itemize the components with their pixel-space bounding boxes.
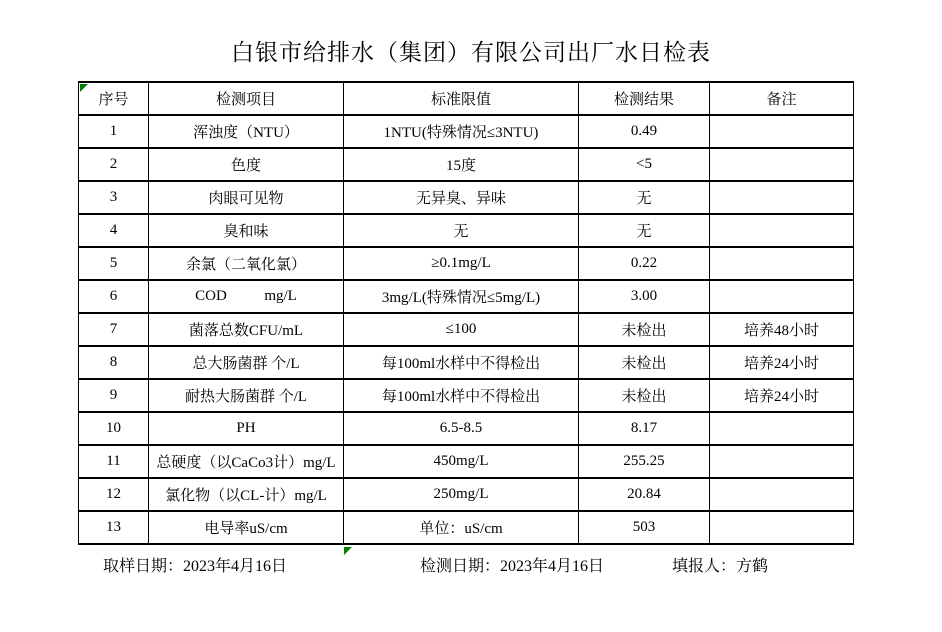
table-cell: 7	[79, 313, 149, 346]
table-cell	[710, 412, 854, 445]
table-row	[79, 478, 854, 511]
inspection-table	[78, 81, 854, 545]
table-cell	[710, 247, 854, 280]
sample-date-label: 取样日期：2023年4月16日	[103, 558, 288, 575]
table-cell: 3mg/L(特殊情况≤5mg/L)	[344, 280, 579, 313]
table-cell	[710, 148, 854, 181]
table-cell	[710, 280, 854, 313]
table-row	[79, 379, 854, 412]
table-row	[79, 412, 854, 445]
test-date-label: 检测日期：2023年4月16日	[420, 558, 605, 575]
table-cell: 5	[79, 247, 149, 280]
table-cell: <5	[579, 148, 710, 181]
table-cell: 8.17	[579, 412, 710, 445]
reporter-label: 填报人：方鹤	[672, 558, 769, 575]
table-cell: 耐热大肠菌群 个/L	[149, 379, 344, 412]
table-cell: 2	[79, 148, 149, 181]
table-row	[79, 346, 854, 379]
table-cell: COD mg/L	[149, 280, 344, 313]
table-cell: 单位：uS/cm	[344, 511, 579, 544]
table-cell: 8	[79, 346, 149, 379]
col-header-standard: 标准限值	[344, 82, 579, 115]
table-cell: 15度	[344, 148, 579, 181]
table-cell	[710, 181, 854, 214]
table-cell: 11	[79, 445, 149, 478]
table-cell	[710, 214, 854, 247]
table-row	[79, 445, 854, 478]
table-cell: 9	[79, 379, 149, 412]
table-cell	[710, 445, 854, 478]
table-cell: PH	[149, 412, 344, 445]
table-cell: 培养24小时	[710, 346, 854, 379]
table-cell: ≥0.1mg/L	[344, 247, 579, 280]
table-cell	[710, 478, 854, 511]
col-header-result: 检测结果	[579, 82, 710, 115]
table-cell: 3.00	[579, 280, 710, 313]
table-cell: 无	[579, 181, 710, 214]
table-cell: 503	[579, 511, 710, 544]
footer	[78, 553, 868, 575]
table-cell: 每100ml水样中不得检出	[344, 379, 579, 412]
error-indicator-icon	[80, 84, 88, 92]
table-cell: 菌落总数CFU/mL	[149, 313, 344, 346]
table-cell: 每100ml水样中不得检出	[344, 346, 579, 379]
table-cell: 培养24小时	[710, 379, 854, 412]
table-cell: 无	[344, 214, 579, 247]
table-row	[79, 115, 854, 148]
table-cell: 色度	[149, 148, 344, 181]
table-cell: 12	[79, 478, 149, 511]
table-cell: 未检出	[579, 313, 710, 346]
table-row	[79, 511, 854, 544]
col-header-index: 序号	[79, 82, 149, 115]
table-cell: 总大肠菌群 个/L	[149, 346, 344, 379]
table-cell: 20.84	[579, 478, 710, 511]
table-cell: 总硬度（以CaCo3计）mg/L	[149, 445, 344, 478]
table-cell: 450mg/L	[344, 445, 579, 478]
table-cell: 浑浊度（NTU）	[149, 115, 344, 148]
header-row	[79, 82, 854, 115]
table-cell: 未检出	[579, 379, 710, 412]
col-header-item: 检测项目	[149, 82, 344, 115]
table-cell: 氯化物（以CL-计）mg/L	[149, 478, 344, 511]
table-body	[79, 115, 854, 544]
table-cell: 0.49	[579, 115, 710, 148]
table-cell: 1	[79, 115, 149, 148]
table-row	[79, 181, 854, 214]
table-row	[79, 280, 854, 313]
table-row	[79, 214, 854, 247]
table-cell: 无	[579, 214, 710, 247]
col-header-remark: 备注	[710, 82, 854, 115]
table-cell: 1NTU(特殊情况≤3NTU)	[344, 115, 579, 148]
table-cell: 电导率uS/cm	[149, 511, 344, 544]
table-row	[79, 247, 854, 280]
table-cell	[710, 115, 854, 148]
table-cell: 4	[79, 214, 149, 247]
table-cell: 255.25	[579, 445, 710, 478]
table-cell: 余氯（二氧化氯）	[149, 247, 344, 280]
page-title: 白银市给排水（集团）有限公司出厂水日检表	[231, 40, 711, 65]
table-cell: 10	[79, 412, 149, 445]
table-cell: 未检出	[579, 346, 710, 379]
table-cell: ≤100	[344, 313, 579, 346]
table-cell: 250mg/L	[344, 478, 579, 511]
table-cell: 3	[79, 181, 149, 214]
table-cell: 臭和味	[149, 214, 344, 247]
table-cell: 无异臭、异味	[344, 181, 579, 214]
table-cell: 6	[79, 280, 149, 313]
table-cell	[710, 511, 854, 544]
table-row	[79, 313, 854, 346]
table-cell: 13	[79, 511, 149, 544]
table-cell: 0.22	[579, 247, 710, 280]
table-row	[79, 148, 854, 181]
table-cell: 6.5-8.5	[344, 412, 579, 445]
table-cell: 肉眼可见物	[149, 181, 344, 214]
table-cell: 培养48小时	[710, 313, 854, 346]
